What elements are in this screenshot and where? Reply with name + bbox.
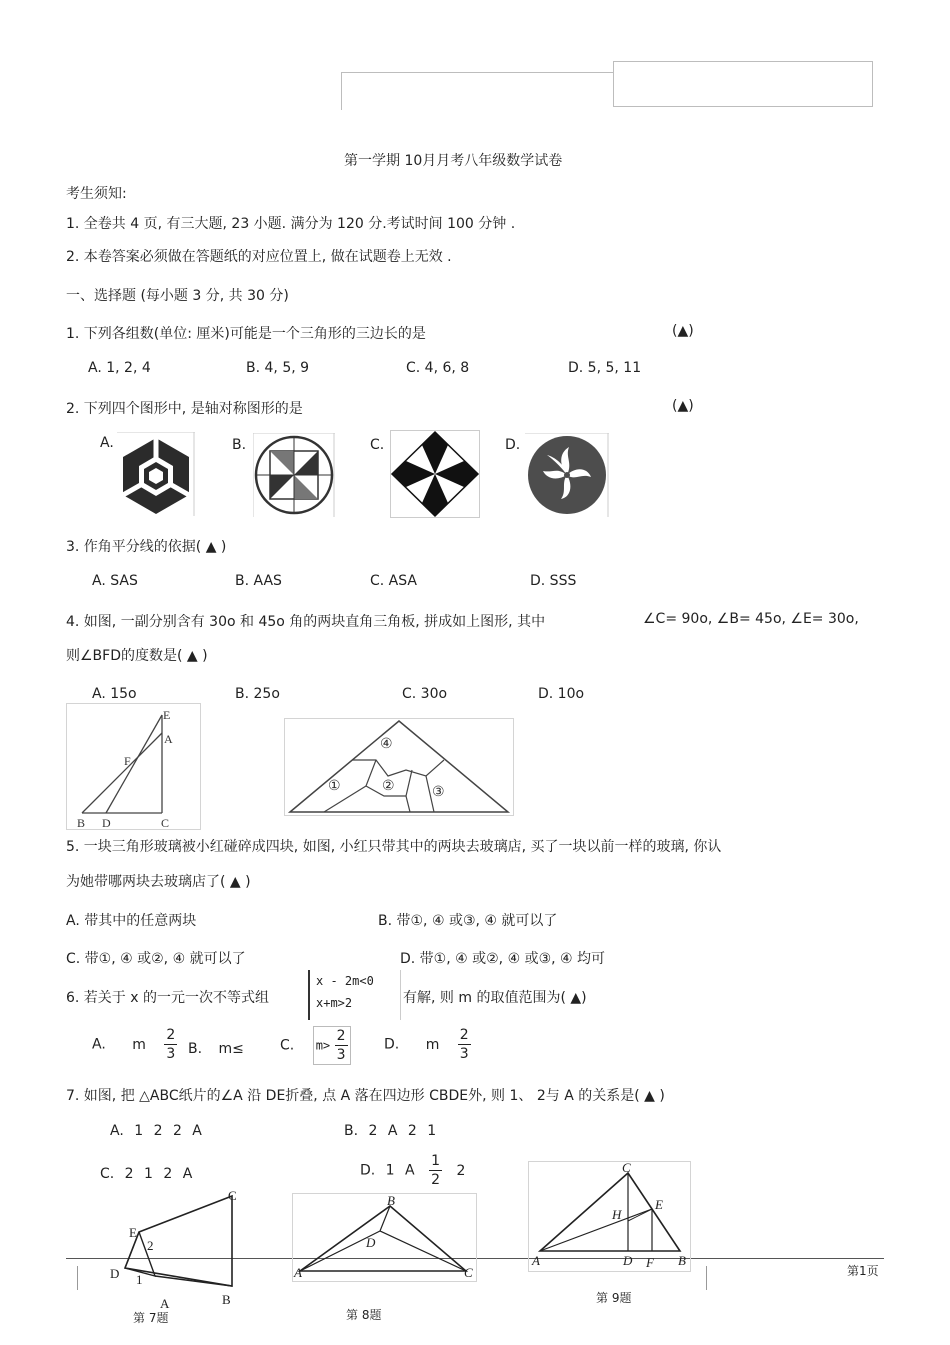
figure-7-caption: 第 7题: [133, 1311, 169, 1325]
q7-option-d-prefix: D. 1 A: [360, 1162, 415, 1179]
q2-label-a: A.: [100, 435, 114, 451]
q5-piece-4: ④: [380, 737, 393, 752]
q6-d-frac-num: 2: [459, 1027, 469, 1043]
fig7-label-c: C: [228, 1188, 237, 1203]
q4-label-a: A: [164, 732, 173, 746]
q2-label-d: D.: [505, 437, 521, 453]
fig8-label-d: D: [366, 1235, 376, 1250]
q5-piece-2: ②: [382, 779, 395, 794]
figure-7: [105, 1188, 255, 1328]
fig8-label-a: A: [294, 1265, 302, 1280]
q6-option-d-expr: m: [425, 1036, 440, 1053]
fig9-label-h: H: [612, 1207, 622, 1222]
q6-option-b-expr: m≤: [218, 1041, 244, 1057]
q7-option-a: A. 1 2 2 A: [110, 1123, 202, 1139]
fig7-label-1: 1: [136, 1272, 143, 1287]
fig9-label-d: D: [623, 1253, 633, 1268]
fig9-label-f: F: [646, 1255, 654, 1270]
instructions-heading: 考生须知:: [66, 186, 127, 202]
q6-inequality-2: x+m>2: [316, 996, 353, 1010]
footer-tick-left: [77, 1266, 78, 1290]
q6-option-a-label: A.: [92, 1036, 106, 1053]
fig9-label-c: C: [622, 1161, 631, 1175]
q5-option-c: C. 带①, ④ 或②, ④ 就可以了: [66, 951, 246, 967]
q6-option-a: [92, 1026, 177, 1063]
q6-option-d-label: D.: [384, 1036, 400, 1053]
instructions-line-1: 1. 全卷共 4 页, 有三大题, 23 小题. 满分为 120 分.考试时间 100 分钟 .: [66, 216, 516, 232]
q7-d-frac-den: 2: [431, 1172, 440, 1188]
fig8-label-b: B: [387, 1193, 395, 1208]
q4-label-b: B: [77, 816, 86, 830]
page-title: 第一学期 10月月考八年级数学试卷: [344, 153, 563, 169]
figure-9: [528, 1161, 692, 1273]
q6-option-c-label: C.: [280, 1037, 295, 1054]
q6-a-frac-den: 3: [166, 1046, 176, 1062]
q6-c-frac-num: 2: [336, 1028, 346, 1044]
q1-option-c: C. 4, 6, 8: [406, 360, 470, 376]
fig7-label-2: 2: [147, 1238, 154, 1253]
footer-tick-right: [706, 1266, 707, 1290]
figure-9-caption: 第 9题: [596, 1291, 632, 1305]
q6-inequality-1: x - 2m<0: [316, 974, 374, 988]
q6-c-frac-den: 3: [336, 1047, 346, 1063]
q4-label-d: D: [102, 816, 111, 830]
q7-option-b: B. 2 A 2 1: [344, 1123, 437, 1139]
q4-label-c: C: [161, 816, 170, 830]
fig7-label-d: D: [110, 1266, 120, 1281]
q1-option-b: B. 4, 5, 9: [246, 360, 310, 376]
q3-stem: 3. 作角平分线的依据( ▲ ): [66, 539, 227, 555]
q5-option-a: A. 带其中的任意两块: [66, 913, 197, 929]
q4-option-d: D. 10o: [538, 686, 585, 702]
q2-mark: (▲): [672, 398, 694, 414]
fig9-label-b: B: [678, 1253, 686, 1268]
header-box-left: [341, 72, 614, 110]
q2-figure-a: [117, 432, 195, 516]
q6-stem-prefix: 6. 若关于 x 的一元一次不等式组: [66, 990, 269, 1006]
fig9-label-e: E: [655, 1197, 663, 1212]
fig7-label-e: E: [129, 1225, 137, 1240]
fig8-label-c: C: [464, 1265, 473, 1280]
q7-option-d-suffix: 2: [456, 1162, 466, 1179]
q1-option-a: A. 1, 2, 4: [88, 360, 151, 376]
q4-stem-2: 则∠BFD的度数是( ▲ ): [66, 648, 208, 664]
q2-label-b: B.: [232, 437, 247, 453]
q6-option-c-expr: m>: [315, 1038, 331, 1053]
q2-stem: 2. 下列四个图形中, 是轴对称图形的是: [66, 401, 303, 417]
q3-option-c: C. ASA: [370, 573, 417, 589]
q3-option-a: A. SAS: [92, 573, 138, 589]
q2-figure-b: [253, 433, 335, 517]
q4-option-b: B. 25o: [235, 686, 280, 702]
q7-d-frac-num: 1: [431, 1153, 440, 1169]
q4-label-f: F: [124, 754, 131, 768]
q1-mark: (▲): [672, 323, 694, 339]
q5-piece-1: ①: [328, 779, 341, 794]
q6-option-a-expr: m: [132, 1036, 146, 1053]
fig7-label-a: A: [160, 1296, 170, 1311]
q2-figure-c: [390, 430, 480, 518]
q5-piece-3: ③: [432, 785, 445, 800]
q5-stem: 5. 一块三角形玻璃被小红碰碎成四块, 如图, 小红只带其中的两块去玻璃店, 买了一块以前一样的玻璃, 你认: [66, 839, 722, 855]
q7-option-d: [360, 1152, 465, 1189]
q6-inequality-system: [308, 970, 401, 1020]
q4-stem: 4. 如图, 一副分别含有 30o 和 45o 角的两块直角三角板, 拼成如上图形, 其中: [66, 614, 546, 630]
q2-figure-d: [525, 433, 609, 517]
q4-conditions: ∠C= 90o, ∠B= 45o, ∠E= 30o,: [643, 611, 859, 627]
q5-option-b: B. 带①, ④ 或③, ④ 就可以了: [378, 913, 558, 929]
q4-option-a: A. 15o: [92, 686, 137, 702]
page-number: 第1页: [847, 1264, 879, 1278]
q6-option-b: [188, 1041, 244, 1057]
q6-option-d: [384, 1026, 471, 1063]
fig7-label-b: B: [222, 1292, 231, 1307]
q5-stem-2: 为她带哪两块去玻璃店了( ▲ ): [66, 874, 251, 890]
q1-stem: 1. 下列各组数(单位: 厘米)可能是一个三角形的三边长的是: [66, 326, 426, 342]
q4-label-e: E: [163, 708, 171, 722]
q3-option-d: D. SSS: [530, 573, 577, 589]
q6-a-frac-num: 2: [166, 1027, 176, 1043]
instructions-line-2: 2. 本卷答案必须做在答题纸的对应位置上, 做在试题卷上无效 .: [66, 249, 452, 265]
q6-option-c: [280, 1026, 351, 1065]
q3-option-b: B. AAS: [235, 573, 282, 589]
q5-option-d: D. 带①, ④ 或②, ④ 或③, ④ 均可: [400, 951, 606, 967]
q1-option-d: D. 5, 5, 11: [568, 360, 642, 376]
q7-stem: 7. 如图, 把 △ABC纸片的∠A 沿 DE折叠, 点 A 落在四边形 CBDE外, 则 1、 2与 A 的关系是( ▲ ): [66, 1088, 665, 1104]
figure-8-caption: 第 8题: [346, 1308, 382, 1322]
q2-label-c: C.: [370, 437, 385, 453]
q6-stem-suffix: 有解, 则 m 的取值范围为( ▲): [403, 990, 587, 1006]
fig9-label-a: A: [532, 1253, 540, 1268]
header-box-right: [613, 61, 873, 107]
q6-d-frac-den: 3: [459, 1046, 469, 1062]
q6-option-b-label: B.: [188, 1041, 203, 1057]
q7-option-c: C. 2 1 2 A: [100, 1166, 193, 1182]
q5-figure: [284, 718, 514, 816]
q4-option-c: C. 30o: [402, 686, 448, 702]
figure-8: [292, 1193, 478, 1283]
section-heading: 一、选择题 (每小题 3 分, 共 30 分): [66, 288, 289, 304]
q4-figure: [66, 703, 202, 831]
